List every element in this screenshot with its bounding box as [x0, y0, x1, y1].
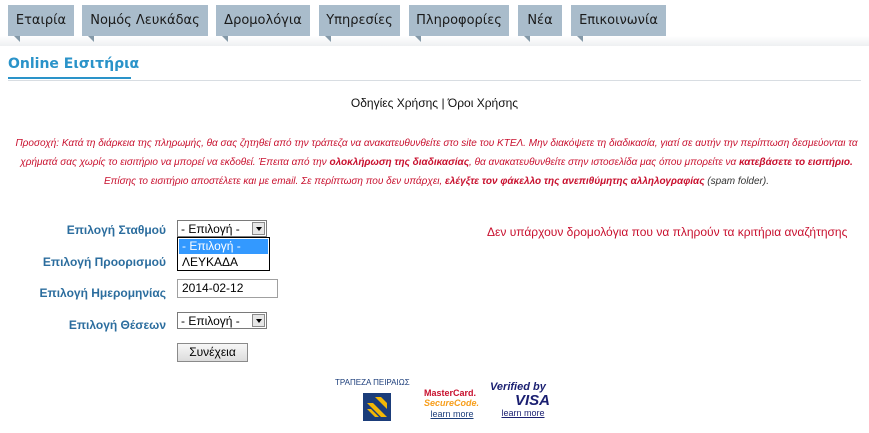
securecode-text: SecureCode.	[424, 398, 480, 408]
notice-text: (spam folder).	[704, 176, 769, 187]
station-option[interactable]: - Επιλογή -	[179, 239, 268, 254]
tab-prefecture[interactable]	[82, 5, 208, 36]
title-underline	[8, 77, 131, 79]
station-select[interactable]	[177, 220, 267, 237]
instructions-link[interactable]: Οδηγίες Χρήσης	[350, 96, 439, 110]
mastercard-securecode-logo[interactable]	[424, 388, 480, 422]
station-label: Επιλογή Σταθμού	[66, 223, 166, 237]
tab-news[interactable]	[518, 5, 562, 36]
chevron-down-icon[interactable]	[252, 222, 265, 235]
notice-text: , θα ανακατευθυνθείτε στην ιστοσελίδα μας όπου μπορείτε να	[469, 157, 740, 168]
tab-label: Δρομολόγια	[224, 13, 302, 28]
mastercard-learn-more-link[interactable]: learn more	[430, 409, 474, 419]
help-links	[0, 96, 869, 110]
link-separator: |	[441, 96, 445, 110]
station-dropdown-list	[177, 237, 270, 271]
seats-select[interactable]	[177, 312, 267, 329]
seats-select-value: - Επιλογή -	[181, 314, 240, 328]
divider	[8, 80, 861, 81]
no-routes-message: Δεν υπάρχουν δρομολόγια που να πληρούν τα κριτήρια αναζήτησης	[487, 225, 848, 239]
tab-label: Νομός Λευκάδας	[90, 13, 200, 28]
station-select-value: - Επιλογή -	[181, 222, 240, 236]
notice-text: Επίσης το εισιτήριο αποστέλετε και με email. Σε περίπτωση που δεν υπάρχει,	[103, 176, 445, 187]
piraeus-bank-icon	[363, 393, 391, 421]
bank-name: ΤΡΑΠΕΖΑ ΠΕΙΡΑΙΩΣ	[335, 378, 410, 387]
tab-label: Πληροφορίες	[416, 13, 502, 28]
payment-notice	[14, 134, 859, 191]
tab-label: Υπηρεσίες	[326, 13, 393, 28]
tab-label: Επικοινωνία	[579, 13, 658, 28]
mastercard-text: MasterCard.	[424, 388, 477, 398]
visa-learn-more-link[interactable]: learn more	[501, 408, 545, 418]
tab-services[interactable]	[319, 5, 400, 36]
tab-routes[interactable]	[216, 5, 310, 36]
tab-company[interactable]	[8, 5, 74, 36]
continue-button[interactable]: Συνέχεια	[177, 343, 248, 362]
visa-text: VISA	[514, 392, 550, 409]
notice-text: Προσοχή: Κατά τη διάρκεια της πληρωμής, θα σας ζητηθεί από την τράπεζα να ανακατευθυνθείτε στο site του ΚΤΕΛ. Μην διακόψετε τη διαδικασία, γιατί σε αυτήν την περίπτωση δεσμεύονται τα χρήματά σας χωρίς το εισιτήριο να μπορεί να εκδοθεί. Έπειτα από την	[15, 138, 858, 168]
tab-label: Νέα	[527, 13, 553, 28]
notice-bold: ολοκλήρωση της διαδικασίας	[329, 157, 470, 168]
verified-by-text: Verified by	[490, 381, 546, 393]
chevron-down-icon[interactable]	[252, 314, 265, 327]
date-field[interactable]: 2014-02-12	[177, 279, 278, 298]
page-title: Online Εισιτήρια	[8, 56, 140, 72]
terms-link[interactable]: Όροι Χρήσης	[447, 96, 519, 110]
tab-contact[interactable]	[571, 5, 666, 36]
date-label: Επιλογή Ημερομηνίας	[39, 286, 166, 300]
tab-label: Εταιρία	[15, 13, 67, 28]
destination-label: Επιλογή Προορισμού	[42, 255, 166, 269]
tab-information[interactable]	[409, 5, 509, 36]
verified-by-visa-logo[interactable]	[490, 381, 556, 421]
station-option[interactable]: ΛΕΥΚΑΔΑ	[182, 255, 239, 269]
seats-label: Επιλογή Θέσεων	[68, 318, 166, 332]
notice-bold: κατεβάσετε το εισιτήριο.	[739, 157, 853, 168]
notice-bold: ελέγξτε τον φάκελλο της ανεπιθύμητης αλληλογραφίας	[445, 176, 705, 187]
piraeus-bank-logo	[335, 378, 419, 422]
